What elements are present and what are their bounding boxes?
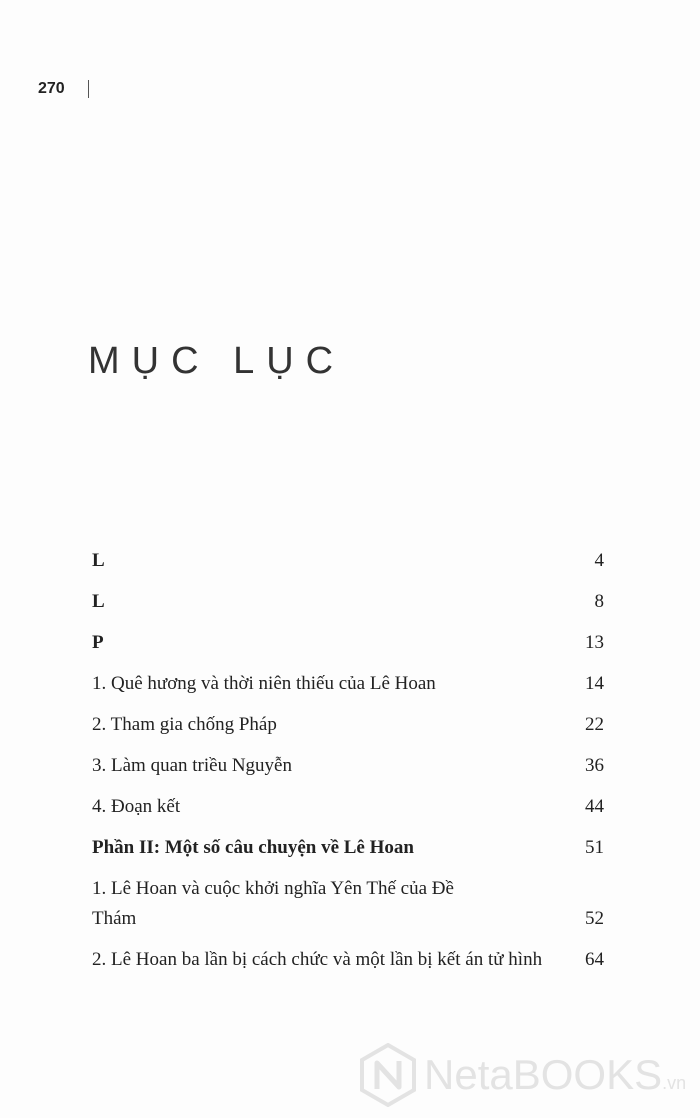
netabooks-watermark xyxy=(360,1040,690,1110)
toc-entry-page: 52 xyxy=(585,908,604,929)
toc-entry-label: 2. Tham gia chống Pháp xyxy=(92,714,277,735)
toc-entry xyxy=(92,792,604,822)
toc-entry-page: 4 xyxy=(594,550,604,571)
toc-list xyxy=(92,546,604,975)
toc-entry-page: 36 xyxy=(585,755,604,776)
toc-entry-page: 51 xyxy=(585,837,604,858)
page-number-separator xyxy=(88,80,89,98)
watermark-text: NetaBOOKS.vn xyxy=(424,1051,687,1098)
toc-entry-label: L xyxy=(92,550,105,571)
toc-entry-label: L xyxy=(92,591,105,612)
toc-entry-page: 22 xyxy=(585,714,604,735)
neta-logo-icon xyxy=(360,1043,416,1107)
toc-entry-page: 13 xyxy=(585,632,604,653)
toc-entry xyxy=(92,628,604,658)
toc-entry-page: 8 xyxy=(594,591,604,612)
toc-entry xyxy=(92,833,604,863)
toc-entry-label: 1. Quê hương và thời niên thiếu của Lê Hoan xyxy=(92,673,436,694)
toc-entry-label: 4. Đoạn kết xyxy=(92,796,181,817)
toc-entry-label: P xyxy=(92,632,104,653)
toc-entry xyxy=(92,546,604,576)
toc-entry xyxy=(92,587,604,617)
toc-entry-page: 14 xyxy=(585,673,604,694)
toc-entry-label: 1. Lê Hoan và cuộc khởi nghĩa Yên Thế của Đề Thám xyxy=(92,878,454,929)
toc-entry-label: 2. Lê Hoan ba lần bị cách chức và một lần bị kết án tử hình xyxy=(92,949,543,970)
page-number: 270 xyxy=(38,80,65,97)
toc-entry xyxy=(92,710,604,740)
toc-entry xyxy=(92,945,604,975)
toc-entry xyxy=(92,669,604,699)
toc-title: MỤC LỤC xyxy=(88,340,346,382)
toc-entry xyxy=(92,874,604,934)
toc-entry-page: 64 xyxy=(585,949,604,970)
toc-entry-page: 44 xyxy=(585,796,604,817)
toc-entry-label: Phần II: Một số câu chuyện về Lê Hoan xyxy=(92,837,414,858)
toc-entry-label: 3. Làm quan triều Nguyễn xyxy=(92,755,292,776)
toc-entry xyxy=(92,751,604,781)
